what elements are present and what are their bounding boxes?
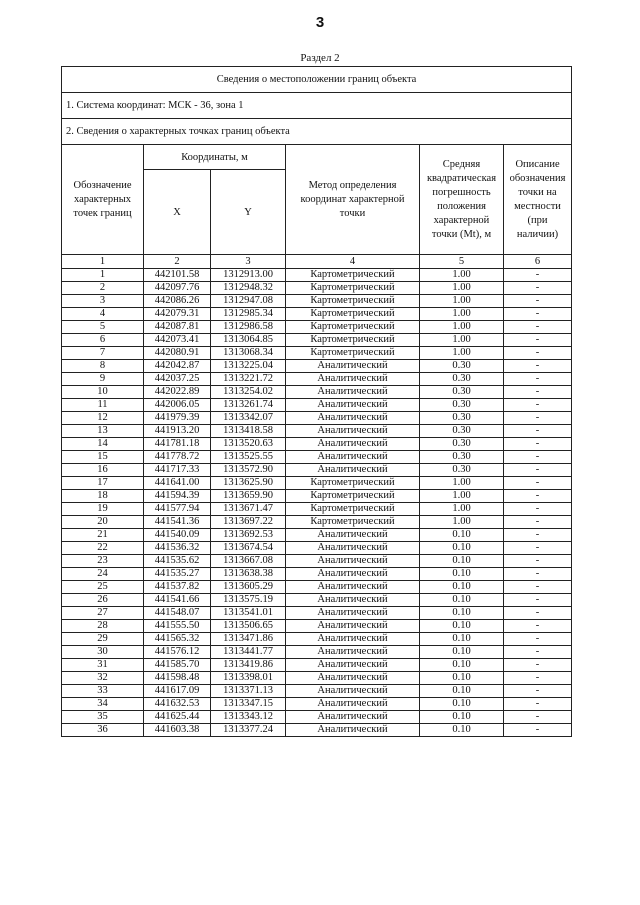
table-row	[62, 659, 572, 672]
description-cell: -	[504, 568, 572, 581]
method-cell: Аналитический	[286, 672, 420, 685]
x-coordinate-cell: 441617.09	[144, 685, 211, 698]
description-cell: -	[504, 269, 572, 282]
x-coordinate-cell: 441565.32	[144, 633, 211, 646]
error-cell: 0.10	[420, 685, 504, 698]
x-coordinate-cell: 442086.26	[144, 295, 211, 308]
method-cell: Аналитический	[286, 373, 420, 386]
error-cell: 0.30	[420, 438, 504, 451]
page-number: 3	[315, 14, 325, 31]
point-number-cell: 8	[62, 360, 144, 373]
point-number-cell: 14	[62, 438, 144, 451]
error-cell: 1.00	[420, 308, 504, 321]
error-cell: 1.00	[420, 490, 504, 503]
point-number-cell: 25	[62, 581, 144, 594]
method-cell: Картометрический	[286, 347, 420, 360]
table-row	[62, 412, 572, 425]
table-row	[62, 555, 572, 568]
description-cell: -	[504, 295, 572, 308]
description-cell: -	[504, 633, 572, 646]
description-cell: -	[504, 490, 572, 503]
x-coordinate-cell: 441541.36	[144, 516, 211, 529]
error-cell: 0.30	[420, 425, 504, 438]
point-number-cell: 29	[62, 633, 144, 646]
description-cell: -	[504, 594, 572, 607]
x-coordinate-cell: 441577.94	[144, 503, 211, 516]
method-cell: Аналитический	[286, 555, 420, 568]
error-cell: 0.10	[420, 555, 504, 568]
y-coordinate-cell: 1313692.53	[211, 529, 286, 542]
column-number: 1	[62, 255, 144, 269]
table-row	[62, 334, 572, 347]
column-number-row	[62, 255, 572, 269]
table-row	[62, 516, 572, 529]
table-row	[62, 373, 572, 386]
x-coordinate-cell: 441717.33	[144, 464, 211, 477]
x-coordinate-cell: 441632.53	[144, 698, 211, 711]
description-cell: -	[504, 542, 572, 555]
y-coordinate-cell: 1313674.54	[211, 542, 286, 555]
point-number-cell: 26	[62, 594, 144, 607]
table-row	[62, 698, 572, 711]
y-coordinate-cell: 1313064.85	[211, 334, 286, 347]
point-number-cell: 21	[62, 529, 144, 542]
y-coordinate-cell: 1313441.77	[211, 646, 286, 659]
y-coordinate-cell: 1313525.55	[211, 451, 286, 464]
x-coordinate-cell: 442097.76	[144, 282, 211, 295]
point-number-cell: 9	[62, 373, 144, 386]
method-cell: Аналитический	[286, 698, 420, 711]
point-number-cell: 11	[62, 399, 144, 412]
x-coordinate-cell: 442087.81	[144, 321, 211, 334]
point-number-cell: 33	[62, 685, 144, 698]
point-number-cell: 10	[62, 386, 144, 399]
table-row	[62, 321, 572, 334]
error-cell: 0.10	[420, 568, 504, 581]
method-cell: Аналитический	[286, 399, 420, 412]
description-cell: -	[504, 412, 572, 425]
x-coordinate-cell: 441548.07	[144, 607, 211, 620]
method-cell: Аналитический	[286, 386, 420, 399]
method-cell: Аналитический	[286, 464, 420, 477]
point-number-cell: 34	[62, 698, 144, 711]
method-cell: Картометрический	[286, 477, 420, 490]
x-coordinate-cell: 441535.62	[144, 555, 211, 568]
point-number-cell: 19	[62, 503, 144, 516]
y-coordinate-cell: 1312985.34	[211, 308, 286, 321]
error-cell: 1.00	[420, 334, 504, 347]
method-cell: Аналитический	[286, 724, 420, 737]
y-coordinate-cell: 1313671.47	[211, 503, 286, 516]
x-coordinate-cell: 441594.39	[144, 490, 211, 503]
error-cell: 0.30	[420, 386, 504, 399]
method-cell: Аналитический	[286, 620, 420, 633]
x-coordinate-cell: 442073.41	[144, 334, 211, 347]
y-coordinate-cell: 1312947.08	[211, 295, 286, 308]
description-cell: -	[504, 347, 572, 360]
table-row	[62, 451, 572, 464]
table-title: Сведения о местоположении границ объекта	[62, 67, 572, 93]
point-number-cell: 13	[62, 425, 144, 438]
y-coordinate-cell: 1313659.90	[211, 490, 286, 503]
description-cell: -	[504, 477, 572, 490]
point-number-cell: 17	[62, 477, 144, 490]
header-designation: Обозначение характерных точек границ	[62, 145, 144, 255]
point-number-cell: 22	[62, 542, 144, 555]
x-coordinate-cell: 441541.66	[144, 594, 211, 607]
point-number-cell: 32	[62, 672, 144, 685]
table-row	[62, 529, 572, 542]
x-coordinate-cell: 441535.27	[144, 568, 211, 581]
table-row	[62, 295, 572, 308]
x-coordinate-cell: 441778.72	[144, 451, 211, 464]
method-cell: Аналитический	[286, 542, 420, 555]
column-number: 3	[211, 255, 286, 269]
description-cell: -	[504, 386, 572, 399]
method-cell: Аналитический	[286, 646, 420, 659]
boundary-points-table	[61, 66, 572, 737]
table-row	[62, 347, 572, 360]
point-number-cell: 18	[62, 490, 144, 503]
table-row	[62, 646, 572, 659]
method-cell: Картометрический	[286, 321, 420, 334]
point-number-cell: 28	[62, 620, 144, 633]
error-cell: 0.10	[420, 581, 504, 594]
x-coordinate-cell: 442006.05	[144, 399, 211, 412]
description-cell: -	[504, 724, 572, 737]
y-coordinate-cell: 1313342.07	[211, 412, 286, 425]
method-cell: Аналитический	[286, 360, 420, 373]
y-coordinate-cell: 1313261.74	[211, 399, 286, 412]
table-row	[62, 633, 572, 646]
x-coordinate-cell: 441537.82	[144, 581, 211, 594]
error-cell: 0.30	[420, 464, 504, 477]
error-cell: 0.30	[420, 451, 504, 464]
method-cell: Аналитический	[286, 633, 420, 646]
table-row	[62, 685, 572, 698]
error-cell: 0.30	[420, 373, 504, 386]
table-row	[62, 425, 572, 438]
table-row	[62, 438, 572, 451]
method-cell: Картометрический	[286, 503, 420, 516]
table-row	[62, 503, 572, 516]
error-cell: 0.10	[420, 633, 504, 646]
y-coordinate-cell: 1313697.22	[211, 516, 286, 529]
method-cell: Аналитический	[286, 581, 420, 594]
description-cell: -	[504, 620, 572, 633]
table-row	[62, 464, 572, 477]
table-row	[62, 282, 572, 295]
description-cell: -	[504, 672, 572, 685]
column-number: 5	[420, 255, 504, 269]
x-coordinate-cell: 441781.18	[144, 438, 211, 451]
y-coordinate-cell: 1313471.86	[211, 633, 286, 646]
y-coordinate-cell: 1313575.19	[211, 594, 286, 607]
y-coordinate-cell: 1312986.58	[211, 321, 286, 334]
y-coordinate-cell: 1313572.90	[211, 464, 286, 477]
table-row	[62, 386, 572, 399]
y-coordinate-cell: 1312913.00	[211, 269, 286, 282]
description-cell: -	[504, 334, 572, 347]
y-coordinate-cell: 1313347.15	[211, 698, 286, 711]
x-coordinate-cell: 442022.89	[144, 386, 211, 399]
table-row	[62, 477, 572, 490]
method-cell: Картометрический	[286, 490, 420, 503]
table-row	[62, 620, 572, 633]
y-coordinate-cell: 1313254.02	[211, 386, 286, 399]
error-cell: 1.00	[420, 282, 504, 295]
description-cell: -	[504, 282, 572, 295]
error-cell: 1.00	[420, 347, 504, 360]
table-row	[62, 607, 572, 620]
x-coordinate-cell: 441603.38	[144, 724, 211, 737]
description-cell: -	[504, 503, 572, 516]
x-coordinate-cell: 442042.87	[144, 360, 211, 373]
table-row	[62, 399, 572, 412]
error-cell: 1.00	[420, 269, 504, 282]
y-coordinate-cell: 1313343.12	[211, 711, 286, 724]
point-number-cell: 6	[62, 334, 144, 347]
point-number-cell: 3	[62, 295, 144, 308]
point-number-cell: 23	[62, 555, 144, 568]
description-cell: -	[504, 529, 572, 542]
error-cell: 0.30	[420, 412, 504, 425]
error-cell: 0.10	[420, 698, 504, 711]
table-row	[62, 581, 572, 594]
x-coordinate-cell: 441585.70	[144, 659, 211, 672]
point-number-cell: 35	[62, 711, 144, 724]
x-coordinate-cell: 441598.48	[144, 672, 211, 685]
description-cell: -	[504, 399, 572, 412]
column-number: 6	[504, 255, 572, 269]
error-cell: 0.10	[420, 659, 504, 672]
header-description: Описание обозначения точки на местности (при наличии)	[504, 145, 572, 255]
point-number-cell: 5	[62, 321, 144, 334]
description-cell: -	[504, 321, 572, 334]
header-method: Метод определения координат характерной точки	[286, 145, 420, 255]
error-cell: 1.00	[420, 503, 504, 516]
method-cell: Картометрический	[286, 295, 420, 308]
error-cell: 0.10	[420, 672, 504, 685]
coordinate-system: 1. Система координат: МСК - 36, зона 1	[62, 93, 572, 119]
points-heading: 2. Сведения о характерных точках границ объекта	[62, 119, 572, 145]
x-coordinate-cell: 442080.91	[144, 347, 211, 360]
y-coordinate-cell: 1313605.29	[211, 581, 286, 594]
y-coordinate-cell: 1313667.08	[211, 555, 286, 568]
method-cell: Аналитический	[286, 412, 420, 425]
method-cell: Картометрический	[286, 308, 420, 321]
point-number-cell: 27	[62, 607, 144, 620]
method-cell: Аналитический	[286, 438, 420, 451]
table-row	[62, 568, 572, 581]
description-cell: -	[504, 308, 572, 321]
method-cell: Картометрический	[286, 282, 420, 295]
point-number-cell: 2	[62, 282, 144, 295]
description-cell: -	[504, 373, 572, 386]
section-label: Раздел 2	[300, 52, 340, 64]
y-coordinate-cell: 1313541.01	[211, 607, 286, 620]
error-cell: 1.00	[420, 295, 504, 308]
error-cell: 1.00	[420, 321, 504, 334]
point-number-cell: 16	[62, 464, 144, 477]
method-cell: Аналитический	[286, 659, 420, 672]
y-coordinate-cell: 1313506.65	[211, 620, 286, 633]
description-cell: -	[504, 360, 572, 373]
method-cell: Аналитический	[286, 607, 420, 620]
description-cell: -	[504, 685, 572, 698]
x-coordinate-cell: 442037.25	[144, 373, 211, 386]
y-coordinate-cell: 1312948.32	[211, 282, 286, 295]
y-coordinate-cell: 1313225.04	[211, 360, 286, 373]
error-cell: 0.10	[420, 711, 504, 724]
point-number-cell: 7	[62, 347, 144, 360]
point-number-cell: 4	[62, 308, 144, 321]
table-row	[62, 269, 572, 282]
y-coordinate-cell: 1313520.63	[211, 438, 286, 451]
table-row	[62, 308, 572, 321]
y-coordinate-cell: 1313398.01	[211, 672, 286, 685]
description-cell: -	[504, 646, 572, 659]
point-number-cell: 15	[62, 451, 144, 464]
y-coordinate-cell: 1313625.90	[211, 477, 286, 490]
y-coordinate-cell: 1313371.13	[211, 685, 286, 698]
point-number-cell: 36	[62, 724, 144, 737]
description-cell: -	[504, 438, 572, 451]
method-cell: Картометрический	[286, 334, 420, 347]
y-coordinate-cell: 1313221.72	[211, 373, 286, 386]
table-row	[62, 672, 572, 685]
description-cell: -	[504, 516, 572, 529]
table-row	[62, 490, 572, 503]
error-cell: 0.10	[420, 542, 504, 555]
x-coordinate-cell: 441641.00	[144, 477, 211, 490]
x-coordinate-cell: 441913.20	[144, 425, 211, 438]
error-cell: 0.30	[420, 399, 504, 412]
y-coordinate-cell: 1313377.24	[211, 724, 286, 737]
column-number: 2	[144, 255, 211, 269]
x-coordinate-cell: 441576.12	[144, 646, 211, 659]
description-cell: -	[504, 425, 572, 438]
x-coordinate-cell: 441625.44	[144, 711, 211, 724]
header-coordinates: Координаты, м	[144, 145, 286, 170]
x-coordinate-cell: 441536.32	[144, 542, 211, 555]
error-cell: 0.10	[420, 724, 504, 737]
point-number-cell: 24	[62, 568, 144, 581]
point-number-cell: 30	[62, 646, 144, 659]
column-number: 4	[286, 255, 420, 269]
point-number-cell: 31	[62, 659, 144, 672]
x-coordinate-cell: 442079.31	[144, 308, 211, 321]
point-number-cell: 12	[62, 412, 144, 425]
description-cell: -	[504, 711, 572, 724]
table-row	[62, 542, 572, 555]
x-coordinate-cell: 441555.50	[144, 620, 211, 633]
method-cell: Картометрический	[286, 269, 420, 282]
description-cell: -	[504, 555, 572, 568]
table-row	[62, 360, 572, 373]
point-number-cell: 20	[62, 516, 144, 529]
description-cell: -	[504, 581, 572, 594]
header-x: X	[144, 170, 211, 255]
x-coordinate-cell: 442101.58	[144, 269, 211, 282]
y-coordinate-cell: 1313068.34	[211, 347, 286, 360]
error-cell: 0.10	[420, 620, 504, 633]
point-number-cell: 1	[62, 269, 144, 282]
y-coordinate-cell: 1313638.38	[211, 568, 286, 581]
x-coordinate-cell: 441979.39	[144, 412, 211, 425]
method-cell: Картометрический	[286, 516, 420, 529]
error-cell: 0.10	[420, 607, 504, 620]
method-cell: Аналитический	[286, 711, 420, 724]
description-cell: -	[504, 464, 572, 477]
error-cell: 0.30	[420, 360, 504, 373]
description-cell: -	[504, 451, 572, 464]
description-cell: -	[504, 607, 572, 620]
y-coordinate-cell: 1313418.58	[211, 425, 286, 438]
error-cell: 1.00	[420, 516, 504, 529]
header-y: Y	[211, 170, 286, 255]
header-error: Средняя квадратическая погрешность положения характерной точки (Mt), м	[420, 145, 504, 255]
method-cell: Аналитический	[286, 685, 420, 698]
y-coordinate-cell: 1313419.86	[211, 659, 286, 672]
description-cell: -	[504, 698, 572, 711]
method-cell: Аналитический	[286, 594, 420, 607]
description-cell: -	[504, 659, 572, 672]
table-row	[62, 594, 572, 607]
x-coordinate-cell: 441540.09	[144, 529, 211, 542]
table-row	[62, 711, 572, 724]
error-cell: 0.10	[420, 594, 504, 607]
error-cell: 0.10	[420, 529, 504, 542]
error-cell: 0.10	[420, 646, 504, 659]
method-cell: Аналитический	[286, 425, 420, 438]
method-cell: Аналитический	[286, 529, 420, 542]
method-cell: Аналитический	[286, 568, 420, 581]
table-row	[62, 724, 572, 737]
error-cell: 1.00	[420, 477, 504, 490]
method-cell: Аналитический	[286, 451, 420, 464]
